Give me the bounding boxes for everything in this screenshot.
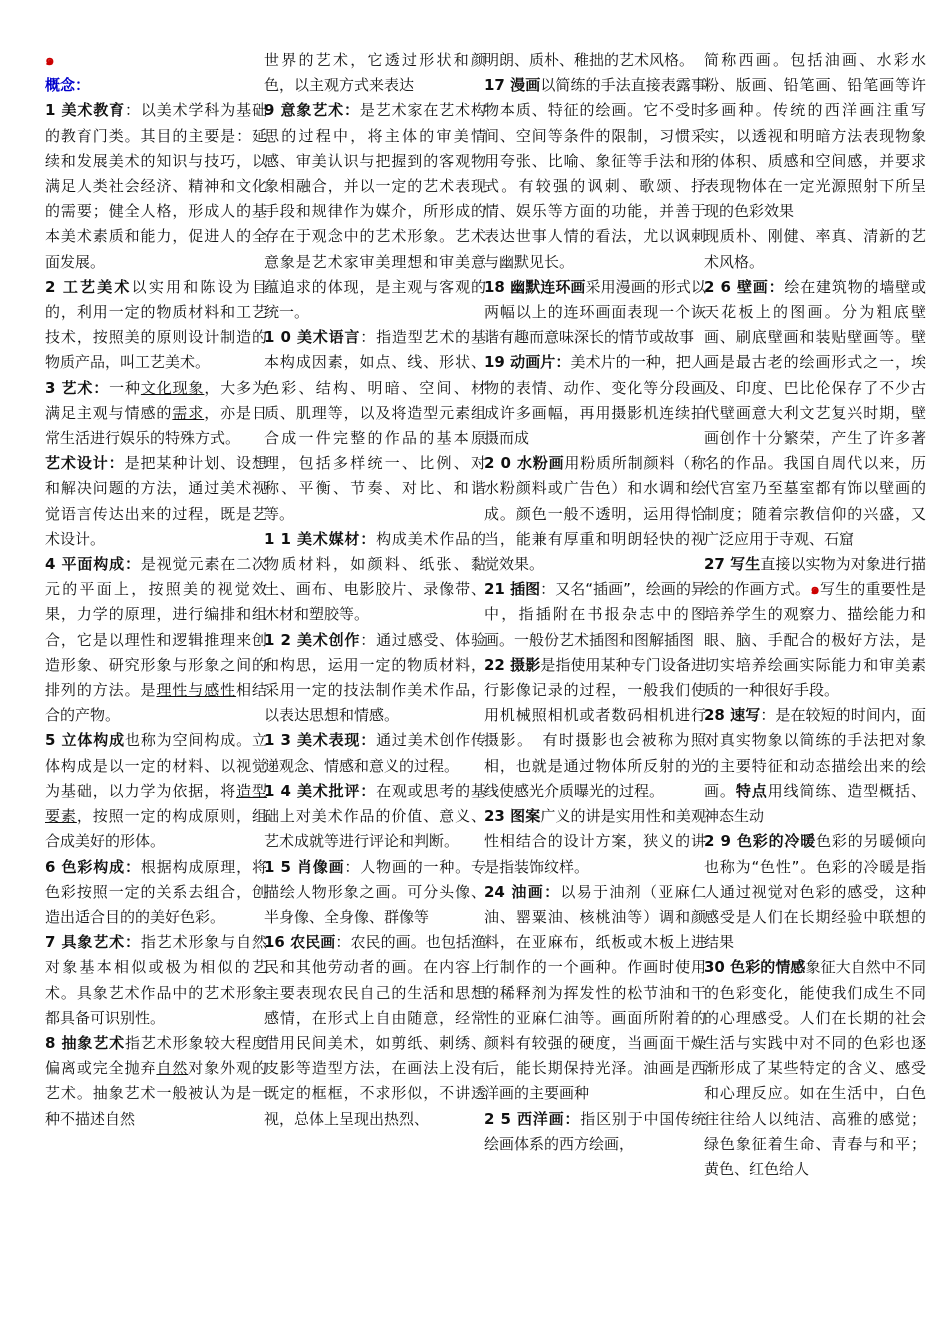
- entry-art-design: [45, 451, 267, 552]
- entry-term: 1 美术教育: [45, 101, 126, 120]
- entry-term: 2 0 水粉画: [484, 454, 565, 473]
- entry-figurative-art: [45, 930, 267, 1031]
- concept-label: 概念：: [45, 76, 91, 95]
- entry-term: 19 动画片：: [484, 353, 571, 372]
- entry-term: 1 5 肖像画: [264, 857, 345, 876]
- entry-text: 以简练的手法直接表露事物本质、特征的绘画。它不受时间、空间等条件的限制，习惯采用夸张、比喻、象征等手法和形式。有较强的讽刺、歌颂、抒情、娱乐等方面的功能，并善于表达世事人情的看法，尤以讽刺与幽默见长。: [484, 76, 706, 271]
- entry-text: 明朗、质朴、稚拙的艺术风格。: [484, 51, 695, 69]
- page-mark: [45, 48, 267, 73]
- entry-text: ：人物画的一种。专描绘人物形象之画。可分头像、半身像、全身像、群像等: [264, 857, 486, 926]
- entry-pattern: [484, 804, 706, 880]
- column-4: [704, 48, 926, 1182]
- entry-text: 直接以实物为对象进行描绘的作画方式。: [704, 555, 926, 599]
- entry-term: 2 工艺美术: [45, 277, 132, 296]
- entry-abstract-art: [45, 1031, 267, 1132]
- entry-text: 是艺术家在艺术构思的过程中，将主体的审美情感、审美认识与把握到的客观物象相融合，并以一定的艺术表现手段和规律作为媒介，所形成的存在于观念中的艺术形象。艺术意象是艺术家审美理想和审美意蕴追求的体现，是主观与客观的统一。: [264, 101, 486, 322]
- entry-text: 用粉质所制颜料（称水粉颜料或广告色）和水调和绘成。颜色一般不透明，运用得恰当，能兼有厚重和明朗轻快的视觉效果。: [484, 454, 706, 574]
- entry-term: 2 5 西洋画：: [484, 1109, 581, 1128]
- entry-text: 指区别于中国传统绘画体系的西方绘画，: [484, 1109, 706, 1153]
- entry-term: 1 1 美术媒材：: [264, 529, 377, 548]
- entry-text: ：以美术学科为基础的教育门类。其目的主要是：延续和发展美术的知识与技巧，以满足人类社会经济、精神和文化的需要；健全人格，形成人的基本美术素质和能力，促进人的全面发展。: [45, 101, 267, 271]
- entry-term: 1 0 美术语言: [264, 328, 361, 347]
- entry-term: 1 3 美术表现：: [264, 731, 377, 750]
- entry-art-media: [264, 527, 486, 628]
- entry-art-language: [264, 325, 486, 527]
- entry-text: 构成美术作品的物质材料，如颜料、纸张、黏土、画布、电影胶片、录像带、木材和塑胶等。: [264, 529, 486, 624]
- entry-continuation: [704, 48, 926, 224]
- entry-term: 7 具象艺术：: [45, 933, 141, 952]
- entry-continuation: [264, 48, 486, 98]
- entry-text: 美术片的一种，把人物的表情、动作、变化等分段画成许多画幅，再用摄影机连续拍摄而成: [484, 353, 706, 448]
- entry-text: 也称为空间构成。立体构成是以一定的材料、以视觉为基础，以力学为依据，将: [45, 731, 267, 800]
- entry-term: 6 色彩构成：: [45, 857, 141, 876]
- entry-humor-comic: [484, 275, 706, 351]
- entry-term: 22 摄影: [484, 655, 541, 674]
- entry-art: [45, 376, 267, 452]
- entry-text: 绘在建筑物的墙壁或天花板上的图画。分为粗底壁画、刷底壁画和装贴壁画等。壁画是最古老的绘画形式之一，埃及、印度、巴比伦保存了不少古代壁画意大利文艺复兴时期，壁画创作十分繁荣，产生了许多著名的作品。我国自周代以来，历代宫室乃至墓室都有饰以壁画的制度；随着宗教信仰的兴盛，又广泛应用于寺观、石窟: [704, 277, 926, 548]
- column-3: [484, 48, 706, 1157]
- entry-color-emotion: [704, 955, 926, 1182]
- entry-term: 3 艺术：: [45, 378, 110, 397]
- entry-photography: [484, 653, 706, 804]
- entry-color-composition: [45, 855, 267, 931]
- entry-art-education: [45, 98, 267, 274]
- entry-plane-composition: [45, 552, 267, 728]
- entry-text: ：农民的画。也包括渔民和其他劳动者的画。在内容上主要表现农民自己的生活和思想感情，在形式上自由随意，经常借用民间美术，如剪纸、刺绣、皮影等造型方法，在画法上没有既定的框框，不求形似，不讲透视，总体上呈现出热烈、: [264, 933, 486, 1128]
- entry-term: 4 平面构成：: [45, 555, 141, 574]
- entry-term: 艺术设计：: [45, 454, 125, 473]
- entry-art-expression: [264, 728, 486, 778]
- entry-text: 采用漫画的形式以两幅以上的连环画面表现一个诙谐有趣而意味深长的情节或故事: [484, 277, 706, 347]
- entry-text: ：又名“插画”，绘画的异中，指插附在书报杂志中的图画。一般份艺术插图和图解插图: [484, 580, 706, 649]
- entry-art-criticism: [264, 779, 486, 855]
- entry-text: 对象外观的艺术。抽象艺术一般被认为是一种不描述自然: [45, 1059, 267, 1128]
- entry-text: 简称西画。包括油画、水彩水粉、版画、铅笔画、铅笔画等许多画种。传统的西洋画注重写实，以透视和明暗方法表现物象的体积、质感和空间感，并要求表现物体在一定光源照射下所呈现的色彩效果: [704, 51, 926, 221]
- entry-cartoon: [484, 73, 706, 275]
- entry-text: 写生的重要性是培养学生的观察力、描绘能力和眼、脑、手配合的极好方法，是切实培养绘画实际能力和审美素质的一种很好手段。: [704, 580, 926, 700]
- entry-text: 根据构成原理，将色彩按照一定的关系去组合，创造出适合目的的美好色彩。: [45, 857, 267, 926]
- entry-term: 17 漫画: [484, 76, 541, 95]
- entry-text: 色彩的另暖倾向也称为“色性”。色彩的冷暖是指人通过视觉对色彩的感受，这种感受是人们在长期经验中联想的结果: [704, 832, 926, 952]
- entry-term: 特点: [735, 781, 768, 800]
- underlined-term: 文化现象: [140, 378, 205, 397]
- entry-imagery-art: [264, 98, 486, 325]
- entry-text: ：通过感受、体验和构思，运用一定的物质材料，采用一定的技法制作美术作品，以表达思想和情感。: [264, 630, 486, 725]
- entry-term: 5 立体构成: [45, 731, 126, 750]
- entry-text: ，大多为满足主观与情感的: [45, 378, 267, 422]
- underlined-term: 自然: [156, 1059, 189, 1078]
- entry-gouache: [484, 451, 706, 577]
- entry-western-painting: [484, 1107, 706, 1157]
- entry-text: ：指造型艺术的基本构成因素，如点、线、形状、色彩、结构、明暗、空间、材质、肌理等，以及将造型元素组合成一件完整的作品的基本原理，包括多样统一、比例、对称、平衡、节奏、对比、和谐等。: [264, 328, 486, 523]
- entry-term: 16 农民画: [264, 933, 336, 952]
- entry-term: 28 速写: [704, 706, 761, 725]
- entry-text: 指艺术形象较大程度偏离或完全抛弃: [45, 1033, 267, 1078]
- entry-term: 27 写生: [704, 555, 761, 574]
- entry-term: 2 9 色彩的冷暖: [704, 832, 817, 851]
- entry-term: 2 6 壁画：: [704, 277, 785, 296]
- entry-term: 9 意象艺术：: [264, 101, 360, 120]
- entry-oil-painting: [484, 880, 706, 1107]
- entry-portrait: [264, 855, 486, 931]
- entry-text: ，按照一定的构成原则，组合成美好的形体。: [45, 807, 267, 851]
- entry-term: 23 图案: [484, 807, 541, 826]
- entry-art-creation: [264, 628, 486, 729]
- column-2: [264, 48, 486, 1132]
- entry-text: 象征大自然中不同的色彩变化，能使我们成生不同的心理感受。人们在长期的社会生活与实践中对不同的色彩也逐渐形成了某些特定的含义、感受和心理反应。如在生活中，白色往往给人以纯洁、高雅的感觉；绿色象征着生命、青春与和平；黄色、红色给人: [704, 958, 926, 1178]
- entry-text: ：是在较短的时间内，面对真实物象以简练的手法把对象的主要特征和动态描绘出来的绘画。: [704, 706, 926, 800]
- entry-text: 指艺术形象与自然对象基本相似或极为相似的艺术。具象艺术作品中的艺术形象都具备可识别性。: [45, 933, 267, 1027]
- entry-text: 以易于油剂（亚麻仁油、罂粟油、核桃油等）调和颜料，在亚麻布，纸板或木板上进行制作的一个画种。作画时使用的稀释剂为挥发性的松节油和干性的亚麻仁油等。画面所附着的颜料有较强的硬度，当画面干燥后，能长期保持光泽。油画是西洋画的主要画种: [484, 882, 706, 1103]
- entry-illustration: [484, 577, 706, 653]
- entry-text: 广义的讲是实用性和美观性相结合的设计方案，狭义的讲是指装饰纹样。: [484, 807, 706, 876]
- entry-text: 世界的艺术，它透过形状和颜色，以主观方式来表达: [264, 51, 486, 95]
- entry-term: 21 插图: [484, 580, 541, 599]
- underlined-term: 造型要素: [45, 781, 267, 826]
- entry-term: 8 抽象艺术: [45, 1033, 126, 1052]
- entry-text: ，亦是日常生活进行娱乐的特殊方式。: [45, 403, 267, 448]
- entry-text: 以实用和陈设为目的，利用一定的物质材料和工艺技术，按照美的原则设计制造的物质产品，叫工艺美术。: [45, 277, 267, 372]
- entry-continuation: [484, 48, 706, 73]
- entry-text: 一种: [109, 378, 141, 397]
- entry-animation: [484, 350, 706, 451]
- bullet-mark-icon: ๑: [45, 51, 55, 69]
- entry-quick-sketch: [704, 703, 926, 829]
- entry-text: 用线简练、造型概括、神态生动: [704, 781, 926, 826]
- entry-text: 通过美术创作传递观念、情感和意义的过程。: [264, 731, 486, 775]
- entry-fragment: [704, 224, 926, 274]
- entry-term: 24 油画：: [484, 882, 561, 901]
- entry-craft-art: [45, 275, 267, 376]
- entry-text: 是指使用某种专门设备进行影像记录的过程，一般我们使用机械照相机或者数码相机进行摄影。 有时摄影也会被称为照相，也就是通过物体所反射的光线使感光介质曝光的过程。: [484, 655, 706, 800]
- underlined-term: 理性与感性: [156, 681, 237, 700]
- entry-term: 30 色彩的情感: [704, 958, 806, 977]
- entry-text: 相结合的产物。: [45, 681, 267, 725]
- entry-term: 1 2 美术创作: [264, 630, 361, 649]
- entry-sketch-from-life: [704, 552, 926, 703]
- entry-text: 是把某种计划、设想和解决问题的方法，通过美术视觉语言传达出来的过程，既是艺术设计。: [45, 454, 267, 548]
- entry-text: 在观或思考的基础上对美术作品的价值、意义、艺术成就等进行评论和判断。: [264, 781, 486, 851]
- entry-3d-composition: [45, 728, 267, 854]
- entry-term: 1 4 美术批评：: [264, 781, 377, 800]
- underlined-term: 需求: [172, 403, 205, 422]
- column-1: [45, 48, 267, 1132]
- entry-color-temperature: [704, 829, 926, 955]
- entry-text: 现质朴、刚健、率真、清新的艺术风格。: [704, 227, 926, 271]
- concept-heading: [45, 73, 267, 98]
- bullet-mark-icon: ๑: [810, 580, 820, 599]
- entry-peasant-painting: [264, 930, 486, 1132]
- entry-mural: [704, 275, 926, 552]
- entry-text: 是视觉元素在二次元的平面上，按照美的视觉效果，力学的原理，进行编排和组合，它是以理性和逻辑推理来创造形象、研究形象与形象之间的排列的方法。是: [45, 555, 267, 700]
- entry-term: 18 幽默连环画: [484, 277, 586, 296]
